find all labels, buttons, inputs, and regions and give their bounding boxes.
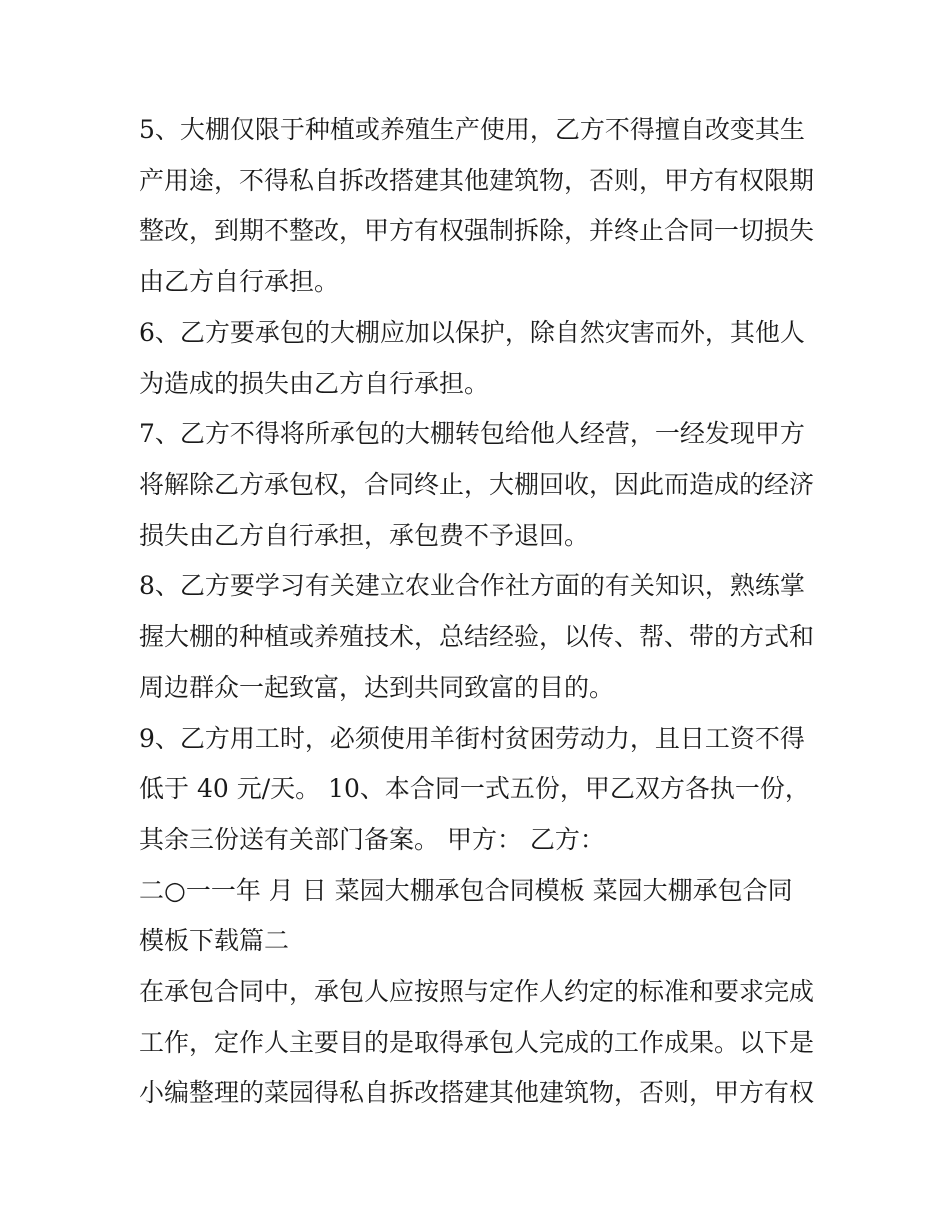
- text-line: 整改，到期不整改，甲方有权强制拆除，并终止合同一切损失: [139, 216, 815, 245]
- text-line: 5、大棚仅限于种植或养殖生产使用，乙方不得擅自改变其生: [139, 115, 805, 144]
- text-line: 模板下载篇二: [139, 926, 290, 955]
- text-line: 周边群众一起致富，达到共同致富的目的。: [139, 673, 615, 702]
- text-line: 其余三份送有关部门备案。 甲方： 乙方：: [139, 825, 605, 854]
- text-line: 将解除乙方承包权，合同终止，大棚回收，因此而造成的经济: [139, 470, 815, 499]
- text-line: 7、乙方不得将所承包的大棚转包给他人经营，一经发现甲方: [139, 419, 805, 448]
- text-line: 低于 40 元/天。 10、本合同一式五份，甲乙双方各执一份，: [139, 774, 810, 803]
- text-line: 6、乙方要承包的大棚应加以保护，除自然灾害而外，其他人: [139, 318, 805, 347]
- text-line: 小编整理的菜园得私自拆改搭建其他建筑物，否则，甲方有权: [139, 1078, 815, 1107]
- text-line: 产用途，不得私自拆改搭建其他建筑物，否则，甲方有权限期: [139, 166, 815, 195]
- text-line: 为造成的损失由乙方自行承担。: [139, 369, 490, 398]
- text-line: 9、乙方用工时，必须使用羊街村贫困劳动力，且日工资不得: [139, 724, 805, 753]
- text-line: 工作，定作人主要目的是取得承包人完成的工作成果。以下是: [139, 1028, 815, 1057]
- text-line: 握大棚的种植或养殖技术，总结经验，以传、帮、带的方式和: [139, 622, 815, 651]
- text-line: 在承包合同中，承包人应按照与定作人约定的标准和要求完成: [139, 977, 815, 1006]
- text-line: 由乙方自行承担。: [139, 267, 340, 296]
- text-line: 二○一一年 月 日 菜园大棚承包合同模板 菜园大棚承包合同: [139, 876, 793, 905]
- text-line: 损失由乙方自行承担，承包费不予退回。: [139, 521, 590, 550]
- text-line: 8、乙方要学习有关建立农业合作社方面的有关知识，熟练掌: [139, 571, 805, 600]
